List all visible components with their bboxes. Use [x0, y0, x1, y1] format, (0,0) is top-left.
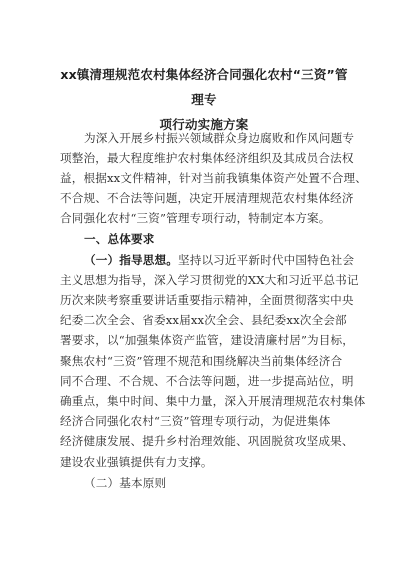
subsection-1-line-11: 建设农业强镇提供有力支撑。: [60, 455, 213, 469]
intro-line-2: 项整治，最大程度维护农村集体经济组织及其成员合法权: [60, 151, 354, 165]
subsection-1-line-8: 确重点，集中时间、集中力量，深入开展清理规范农村集体: [60, 394, 366, 408]
subsection-1-line-10: 经济健康发展、提升乡村治理效能、巩固脱贫攻坚成果、: [60, 434, 354, 448]
subsection-1-line-2: 主义思想为指导，深入学习贯彻党的XX大和习近平总书记: [60, 273, 359, 287]
subsection-1-heading: （一）指导思想。: [84, 253, 178, 267]
document-title: [58, 62, 350, 137]
intro-line-4: 不合规、不合法等问题，决定开展清理规范农村集体经济: [60, 191, 354, 205]
intro-line-1: 为深入开展乡村振兴领域群众身边腐败和作风问题专: [84, 131, 355, 145]
intro-line-3: 益，根据xx文件精神，针对当前我镇集体资产处置不合理、: [60, 171, 367, 185]
intro-line-5: 合同强化农村“三资”管理专项行动，特制定本方案。: [60, 211, 331, 225]
subsection-1-first-line: [84, 253, 355, 267]
subsection-1-line-3: 历次来陕考察重要讲话重要指示精神，全面贯彻落实中央: [60, 293, 354, 307]
subsection-1-line-6: 聚焦农村“三资”管理不规范和围绕解决当前集体经济合: [60, 354, 343, 368]
subsection-2-heading: （二）基本原则: [84, 476, 167, 490]
subsection-1-line-7: 同不合理、不合规、不合法等问题，进一步提高站位，明: [60, 374, 354, 388]
subsection-1-line-5: 署要求，以“加强集体资产监管，建设清廉村居”为目标，: [60, 333, 355, 347]
subsection-1-line-9: 经济合同强化农村“三资”管理专项行动，为促进集体: [60, 414, 331, 428]
title-line-1: xx镇清理规范农村集体经济合同强化农村“三资”管理专: [60, 67, 348, 107]
subsection-1-first-line-text: 坚持以习近平新时代中国特色社会: [177, 253, 355, 267]
subsection-1-line-4: 纪委二次全会、省委xx届xx次全会、县纪委xx次全会部: [60, 313, 347, 327]
section-heading-general-requirements: 一、总体要求: [84, 232, 155, 246]
title-line-2: 项行动实施方案: [159, 117, 249, 132]
